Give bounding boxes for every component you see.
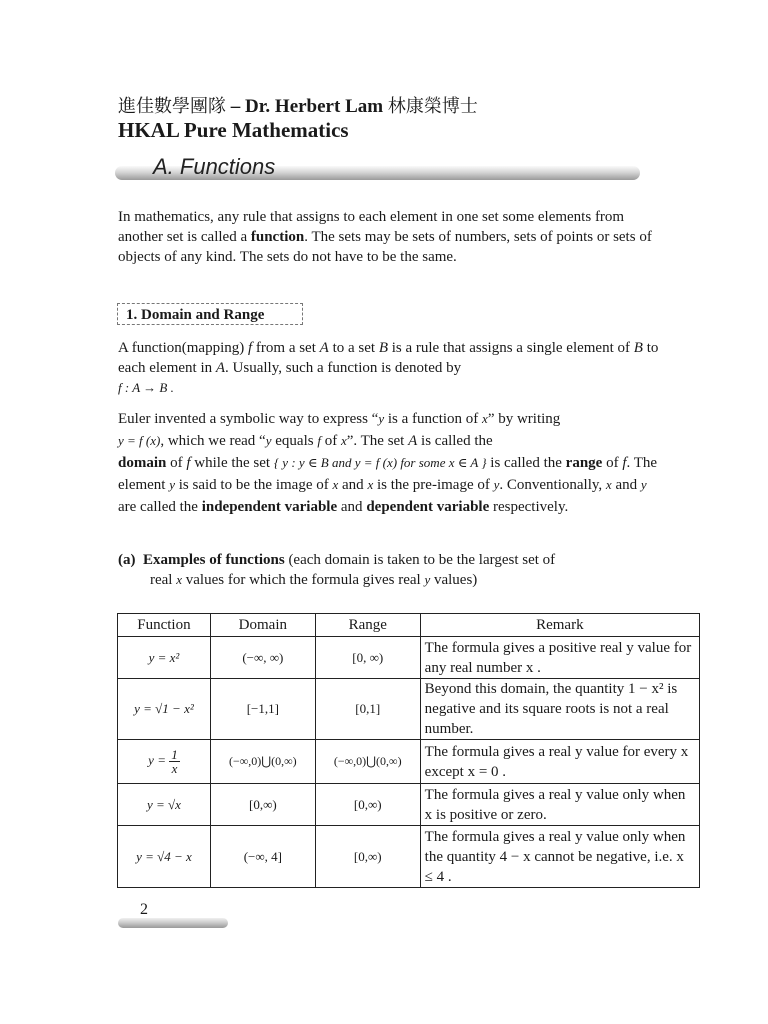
definition-paragraph: A function(mapping) f from a set A to a set B is a rule that assigns a single element of B to each element in A. Usually, such a function is denoted by f : A → B . — [118, 340, 659, 395]
euler-paragraph: Euler invented a symbolic way to express “y is a function of x” by writing y = f (x), which we read “y equals f of x”. The set A is called the domain of f while the set { y : y ∈ B and y = f (x) for some x ∈ A } is called the range of f. The element y is said to be the image of x and x is the pre-image of y. Conventionally, x and y are called the independent variable and dependent variable respectively. — [118, 411, 658, 515]
cell-domain: (−∞, 4] — [210, 826, 315, 888]
table-row — [118, 679, 700, 740]
author-name-cjk: 林康榮博士 — [387, 96, 478, 117]
term-domain: domain — [118, 455, 167, 471]
footer-bar — [118, 918, 228, 928]
range-set-expression: { y : y ∈ B and y = f (x) for some x ∈ A } — [273, 455, 487, 470]
section-title: A. Functions — [153, 154, 276, 179]
cell-range: [0,∞) — [315, 784, 420, 826]
cell-domain: [−1,1] — [210, 679, 315, 740]
col-header-remark: Remark — [420, 614, 699, 637]
cell-range: [0,∞) — [315, 826, 420, 888]
team-name: 進佳數學團隊 — [118, 96, 226, 117]
functions-table — [117, 613, 700, 888]
intro-paragraph: In mathematics, any rule that assigns to each element in one set some elements from another set is called a function. The sets may be sets of numbers, sets of points or sets of objects of any kind. The sets do not have to be the same. — [118, 209, 652, 265]
function-notation: f : A → B . — [118, 380, 174, 395]
cell-function: y = $\frac{1}{x}$ — [118, 740, 211, 784]
term-dependent-variable: dependent variable — [366, 499, 490, 515]
col-header-function: Function — [118, 614, 211, 637]
cell-function: y = x² — [118, 637, 211, 679]
examples-heading: (a) Examples of functions (each domain is taken to be the largest set of real x values for which the formula gives real y values) — [118, 552, 556, 588]
cell-domain: [0,∞) — [210, 784, 315, 826]
cell-remark: Beyond this domain, the quantity 1 − x² is negative and its square roots is not a real number. — [420, 679, 699, 740]
cell-domain: (−∞,0)⋃(0,∞) — [210, 740, 315, 784]
col-header-domain: Domain — [210, 614, 315, 637]
table-row — [118, 637, 700, 679]
cell-function: y = √4 − x — [118, 826, 211, 888]
cell-function: y = √1 − x² — [118, 679, 211, 740]
cell-remark: The formula gives a real y value only when x is positive or zero. — [420, 784, 699, 826]
table-row — [118, 740, 700, 784]
course-title: HKAL Pure Mathematics — [118, 118, 349, 142]
cell-remark: The formula gives a real y value for every x except x = 0 . — [420, 740, 699, 784]
header-author-line — [118, 92, 478, 118]
cell-remark: The formula gives a positive real y value for any real number x . — [420, 637, 699, 679]
cell-range: [0, ∞) — [315, 637, 420, 679]
cell-function: y = √x — [118, 784, 211, 826]
cell-domain: (−∞, ∞) — [210, 637, 315, 679]
table-row — [118, 784, 700, 826]
cell-remark: The formula gives a real y value only when the quantity 4 − x cannot be negative, i.e. x ≤ 4 . — [420, 826, 699, 888]
table-row — [118, 826, 700, 888]
term-function: function — [250, 229, 305, 245]
term-independent-variable: independent variable — [201, 499, 338, 515]
term-range: range — [565, 455, 603, 471]
table-header-row — [118, 614, 700, 637]
author-name-en: – Dr. Herbert Lam — [226, 96, 388, 117]
cell-range: (−∞,0)⋃(0,∞) — [315, 740, 420, 784]
col-header-range: Range — [315, 614, 420, 637]
page-number: 2 — [140, 901, 148, 918]
cell-range: [0,1] — [315, 679, 420, 740]
subsection-heading: 1. Domain and Range — [117, 303, 303, 325]
